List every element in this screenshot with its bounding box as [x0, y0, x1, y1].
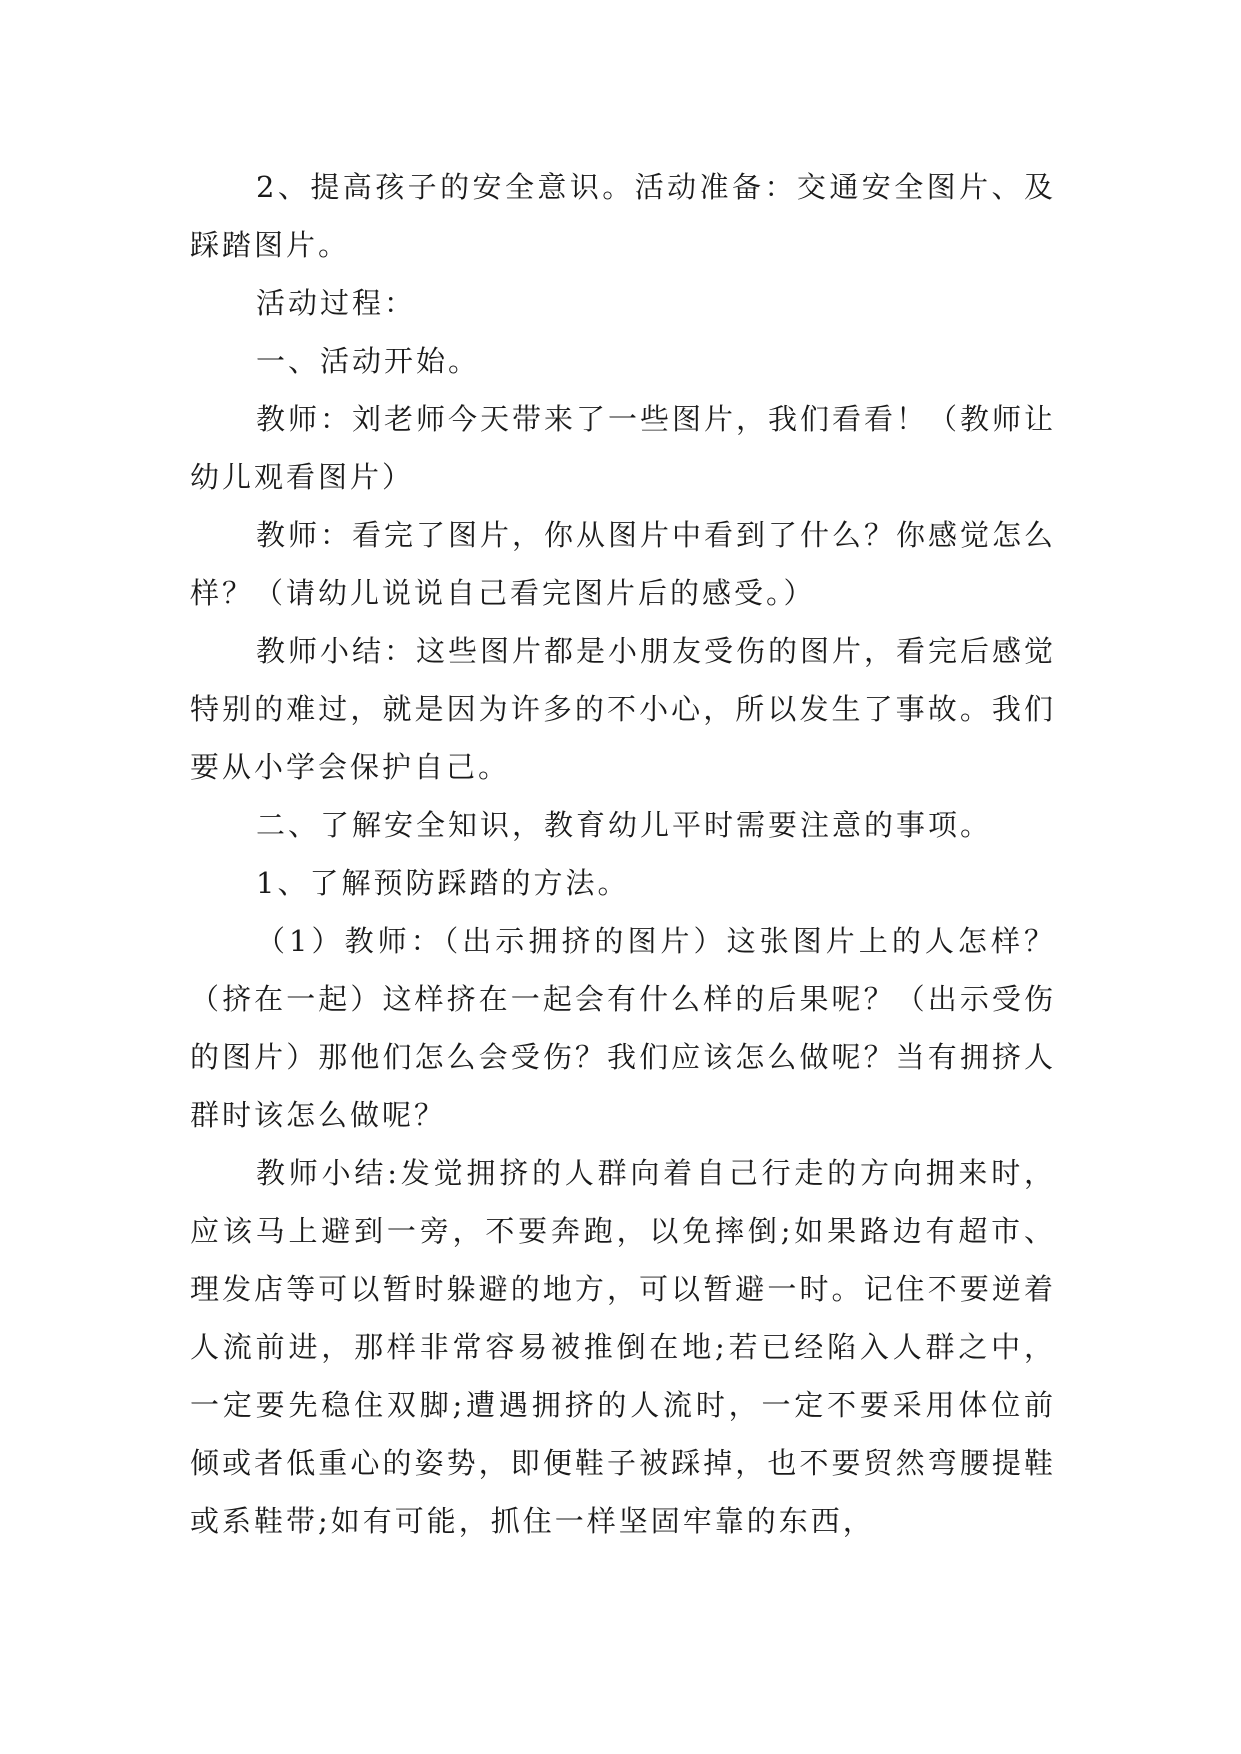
- paragraph-teacher-question: 教师：看完了图片，你从图片中看到了什么？你感觉怎么样？（请幼儿说说自己看完图片后的感受。）: [190, 518, 1057, 610]
- paragraph-process-heading: 活动过程：: [256, 286, 417, 320]
- paragraph-crowd-discussion: （1）教师：（出示拥挤的图片）这张图片上的人怎样？（挤在一起）这样挤在一起会有什么样的后果呢？（出示受伤的图片）那他们怎么会受伤？我们应该怎么做呢？当有拥挤人群时该怎么做呢？: [190, 924, 1056, 1132]
- paragraph-section-one-heading: 一、活动开始。: [256, 344, 481, 378]
- document-body: [190, 158, 1056, 1550]
- paragraph-teacher-summary-two: 教师小结:发觉拥挤的人群向着自己行走的方向拥来时，应该马上避到一旁，不要奔跑，以免摔倒;如果路边有超市、理发店等可以暂时躲避的地方，可以暂避一时。记住不要逆着人流前进，那样非常容易被推倒在地;若已经陷入人群之中，一定要先稳住双脚;遭遇拥挤的人流时，一定不要采用体位前倾或者低重心的姿势，即便鞋子被踩掉，也不要贸然弯腰提鞋或系鞋带;如有可能，抓住一样坚固牢靠的东西，: [190, 1156, 1056, 1538]
- paragraph-subsection-heading: 1、了解预防踩踏的方法。: [256, 866, 630, 900]
- paragraph-section-two-heading: 二、了解安全知识，教育幼儿平时需要注意的事项。: [256, 808, 993, 842]
- paragraph-teacher-intro: 教师：刘老师今天带来了一些图片，我们看看！（教师让幼儿观看图片）: [190, 402, 1057, 494]
- paragraph-teacher-summary-one: 教师小结：这些图片都是小朋友受伤的图片，看完后感觉特别的难过，就是因为许多的不小心，所以发生了事故。我们要从小学会保护自己。: [190, 634, 1057, 784]
- paragraph-goal-and-materials: 2、提高孩子的安全意识。活动准备：交通安全图片、及踩踏图片。: [190, 170, 1056, 262]
